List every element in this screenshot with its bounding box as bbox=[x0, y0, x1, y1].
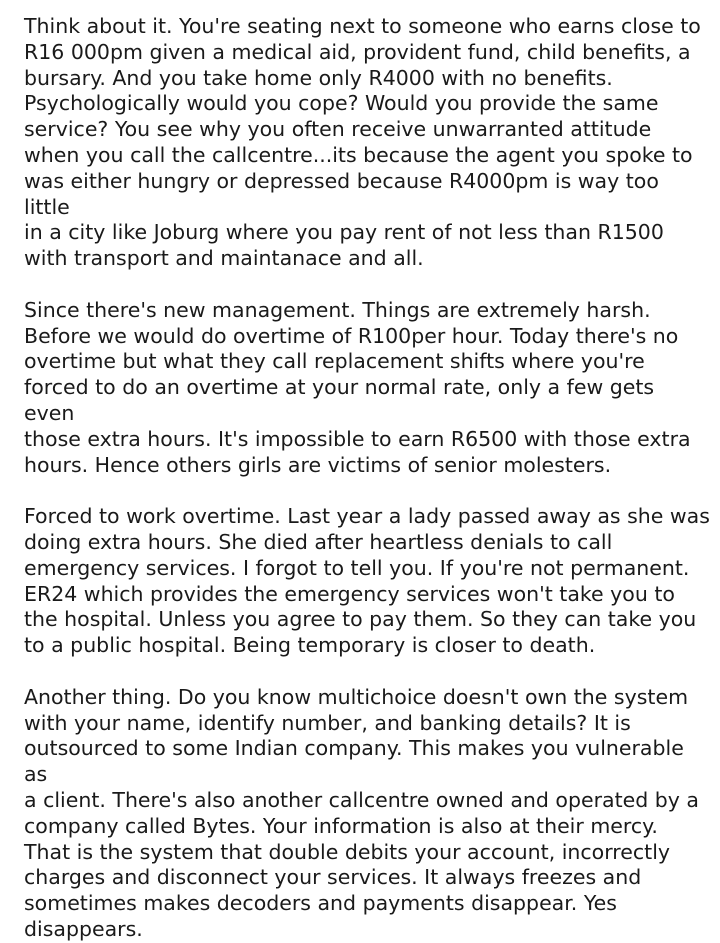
paragraph-overtime: Forced to work overtime. Last year a lady passed away as she was doing extra hours. She died after heartless denials to call emergency services. I forgot to tell you. If you're not permanent. ER24 which provides the emergency services won't take you to the hospital. Unless you agree to pay them. So they can take you to a public hospital. Being temporary is closer to death. bbox=[24, 504, 710, 658]
paragraph-salary: Think about it. You're seating next to someone who earns close to R16 000pm given a medical aid, provident fund, child benefits, a bursary. And you take home only R4000 with no benefits. Psychologically would you cope? Would you provide the same service? You see why you often receive unwarranted attitude when you call the callcentre...its because the agent you spoke to was either hungry or depressed because R4000pm is way too little in a city like Joburg where you pay rent of not less than R1500 with transport and maintanace and all. bbox=[24, 14, 701, 271]
paragraph-management: Since there's new management. Things are extremely harsh. Before we would do overtime of R100per hour. Today there's no overtime but what they call replacement shifts where you're forced to do an overtime at your normal rate, only a few gets even those extra hours. It's impossible to earn R6500 with those extra hours. Hence others girls are victims of senior molesters. bbox=[24, 297, 691, 477]
paragraph-system: Another thing. Do you know multichoice doesn't own the system with your name, identify number, and banking details? It is outsourced to some Indian company. This makes you vulnerable as a client. There's also another callcentre owned and operated by a company called Bytes. Your information is also at their mercy. That is the system that double debits your account, incorrectly charges and disconnect your services. It always freezes and sometimes makes decoders and payments disappear. Yes disappears. bbox=[24, 684, 699, 941]
